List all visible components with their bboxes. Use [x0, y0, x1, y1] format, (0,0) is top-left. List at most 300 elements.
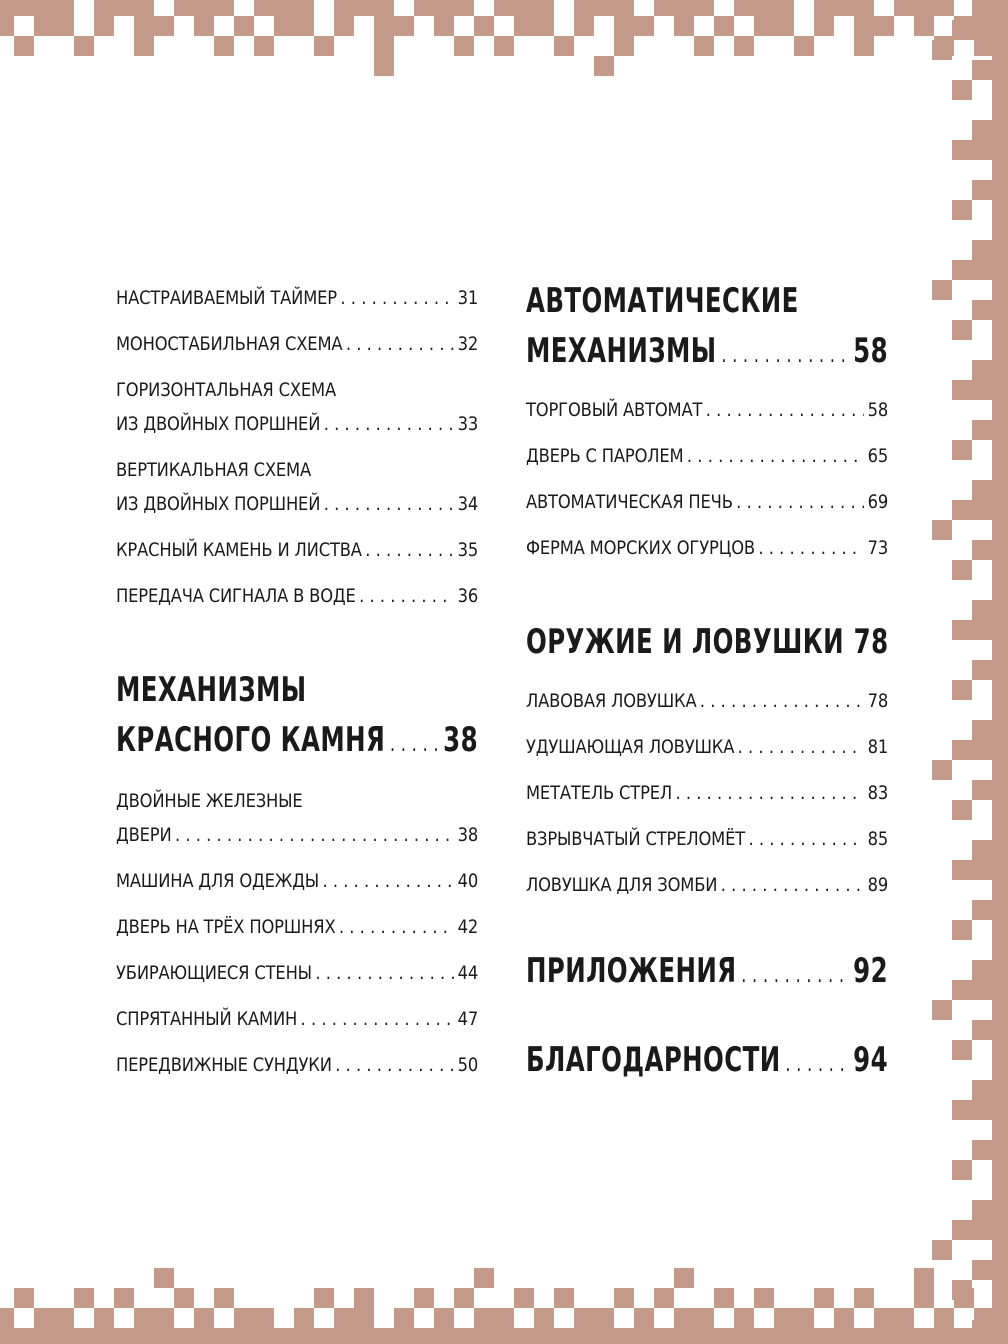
toc-entry-row — [116, 281, 478, 315]
border-pixel — [474, 1308, 494, 1328]
toc-entry-row — [116, 864, 478, 898]
toc-entry-title: УБИРАЮЩИЕСЯ СТЕНЫ — [116, 962, 312, 984]
toc-entry[interactable] — [526, 730, 888, 764]
toc-entry-title: ДВЕРИ — [116, 824, 172, 846]
border-pixel — [34, 1308, 54, 1328]
border-pixel — [992, 20, 1008, 40]
toc-automatic-entries — [526, 393, 888, 565]
section-heading-redstone-mechanisms[interactable] — [116, 665, 478, 770]
border-pixel — [694, 0, 714, 16]
toc-entry-title: ИЗ ДВОЙНЫХ ПОРШНЕЙ — [116, 413, 321, 435]
border-pixel — [834, 1308, 854, 1328]
border-pixel — [874, 1308, 894, 1328]
border-pixel — [54, 1328, 74, 1344]
border-pixel — [972, 380, 992, 400]
toc-entry[interactable] — [116, 956, 478, 990]
page-number: 38 — [443, 720, 478, 760]
border-pixel — [514, 16, 534, 36]
toc-entry-row — [116, 579, 478, 613]
border-pixel — [314, 1288, 334, 1308]
border-pixel — [874, 16, 894, 36]
border-pixel — [992, 1240, 1008, 1260]
page-number: 92 — [853, 951, 888, 991]
border-pixel — [774, 0, 794, 16]
toc-entry[interactable] — [526, 485, 888, 519]
toc-entry[interactable] — [526, 531, 888, 565]
page-number: 35 — [457, 539, 479, 561]
border-pixel — [74, 1288, 94, 1308]
page-number: 33 — [457, 413, 479, 435]
border-pixel — [34, 16, 54, 36]
toc-entry[interactable] — [116, 533, 478, 567]
border-pixel — [154, 16, 174, 36]
toc-entry[interactable] — [526, 393, 888, 427]
border-pixel — [374, 1328, 394, 1344]
border-pixel — [354, 0, 374, 16]
toc-entry-row — [526, 946, 888, 1001]
border-pixel — [972, 1140, 992, 1160]
border-pixel — [294, 16, 314, 36]
border-pixel — [992, 240, 1008, 260]
border-pixel — [454, 0, 474, 16]
toc-entry-row — [116, 327, 478, 361]
border-pixel — [992, 500, 1008, 520]
toc-entry-title: МОНОСТАБИЛЬНАЯ СХЕМА — [116, 333, 343, 355]
border-pixel — [194, 1308, 214, 1328]
border-pixel — [992, 1020, 1008, 1040]
border-pixel — [54, 16, 74, 36]
border-pixel — [972, 140, 992, 160]
border-pixel — [972, 740, 992, 760]
page-number: 40 — [457, 870, 479, 892]
border-pixel — [654, 0, 674, 16]
border-pixel — [414, 0, 434, 16]
dot-leader — [748, 822, 864, 856]
border-pixel — [972, 620, 992, 640]
border-pixel — [294, 1328, 314, 1344]
border-pixel — [992, 320, 1008, 340]
border-pixel — [254, 36, 274, 56]
toc-entry-title: МЕТАТЕЛЬ СТРЕЛ — [526, 782, 673, 804]
page-number: 78 — [867, 690, 889, 712]
border-pixel — [654, 1328, 674, 1344]
border-pixel — [972, 240, 992, 260]
border-pixel — [194, 0, 214, 16]
toc-entry[interactable] — [116, 373, 478, 441]
toc-entry[interactable] — [526, 822, 888, 856]
page-number: 36 — [457, 585, 479, 607]
border-pixel — [134, 16, 154, 36]
page-number: 94 — [853, 1040, 888, 1080]
toc-left-column — [116, 281, 478, 1094]
border-pixel — [992, 460, 1008, 480]
border-pixel — [114, 1328, 134, 1344]
toc-entry-row — [526, 439, 888, 473]
toc-section-block[interactable] — [526, 1035, 888, 1090]
border-pixel — [734, 1308, 754, 1328]
page-number: 85 — [867, 828, 889, 850]
border-pixel — [354, 1328, 374, 1344]
border-pixel — [814, 16, 834, 36]
border-pixel — [694, 1328, 714, 1344]
toc-entry-title: БЛАГОДАРНОСТИ — [526, 1040, 781, 1080]
border-pixel — [134, 0, 154, 16]
border-pixel — [754, 1288, 774, 1308]
border-pixel — [972, 720, 992, 740]
border-pixel — [14, 1288, 34, 1308]
border-pixel — [434, 0, 454, 16]
toc-entry-title-line: АВТОМАТИЧЕСКИЕ — [526, 281, 799, 321]
border-pixel — [992, 940, 1008, 960]
section-heading-automatic-mechanisms[interactable] — [526, 276, 888, 381]
border-pixel — [294, 1308, 314, 1328]
toc-entry[interactable] — [526, 868, 888, 902]
border-pixel — [194, 1328, 214, 1344]
border-pixel — [754, 1328, 774, 1344]
border-pixel — [972, 900, 992, 920]
border-pixel — [574, 1308, 594, 1328]
toc-entry[interactable] — [526, 684, 888, 718]
border-pixel — [274, 0, 294, 16]
border-pixel — [234, 1328, 254, 1344]
dot-leader — [736, 485, 864, 519]
border-pixel — [894, 1308, 914, 1328]
border-pixel — [114, 1288, 134, 1308]
toc-section-block[interactable] — [116, 665, 478, 770]
page-number: 78 — [853, 622, 889, 662]
border-pixel — [992, 0, 1008, 20]
toc-entry-row — [116, 910, 478, 944]
border-pixel — [992, 140, 1008, 160]
toc-entry-title: МЕХАНИЗМЫ — [526, 331, 717, 371]
border-pixel — [972, 1260, 992, 1280]
border-pixel — [952, 1100, 972, 1120]
toc-section-block[interactable] — [526, 617, 888, 672]
section-heading-appendices[interactable] — [526, 946, 888, 1001]
border-pixel — [494, 1308, 514, 1328]
border-pixel — [992, 660, 1008, 680]
border-pixel — [992, 1000, 1008, 1020]
toc-entry-title: КРАСНОГО КАМНЯ — [116, 720, 386, 760]
toc-entry-row — [116, 487, 478, 521]
toc-entry-row — [116, 407, 478, 441]
border-pixel — [354, 1308, 374, 1328]
page-number: 44 — [457, 962, 479, 984]
dot-leader — [324, 407, 454, 441]
border-pixel — [992, 480, 1008, 500]
toc-entry-title: ИЗ ДВОЙНЫХ ПОРШНЕЙ — [116, 493, 321, 515]
border-pixel — [734, 1328, 754, 1344]
toc-entry[interactable] — [116, 327, 478, 361]
toc-entry[interactable] — [116, 910, 478, 944]
border-pixel — [972, 780, 992, 800]
border-pixel — [992, 40, 1008, 60]
toc-section-block[interactable] — [526, 276, 888, 381]
toc-entry[interactable] — [116, 1048, 478, 1082]
border-pixel — [992, 1120, 1008, 1140]
border-pixel — [952, 1160, 972, 1180]
border-pixel — [134, 1328, 154, 1344]
page-number: 58 — [853, 331, 888, 371]
border-pixel — [992, 640, 1008, 660]
border-pixel — [494, 0, 514, 16]
border-pixel — [674, 1308, 694, 1328]
border-pixel — [972, 0, 992, 20]
border-pixel — [992, 540, 1008, 560]
border-pixel — [234, 1308, 254, 1328]
border-pixel — [154, 1328, 174, 1344]
border-pixel — [992, 560, 1008, 580]
border-pixel — [394, 1328, 414, 1344]
border-pixel — [992, 1160, 1008, 1180]
border-pixel — [972, 540, 992, 560]
dot-leader — [339, 910, 454, 944]
toc-entry-row — [526, 326, 888, 381]
page-number: 65 — [867, 445, 889, 467]
border-pixel — [952, 1220, 972, 1240]
border-pixel — [334, 16, 354, 36]
toc-entry[interactable] — [116, 784, 478, 852]
border-pixel — [854, 16, 874, 36]
border-pixel — [934, 1328, 954, 1344]
border-pixel — [854, 0, 874, 16]
border-pixel — [972, 960, 992, 980]
border-pixel — [214, 36, 234, 56]
toc-entry-title: ОРУЖИЕ И ЛОВУШКИ — [526, 622, 845, 662]
toc-entry[interactable] — [526, 776, 888, 810]
border-pixel — [334, 1308, 354, 1328]
border-pixel — [54, 0, 74, 16]
border-pixel — [834, 1328, 854, 1344]
border-pixel — [992, 440, 1008, 460]
dot-leader — [346, 327, 454, 361]
toc-entry-row — [116, 818, 478, 852]
border-pixel — [992, 1060, 1008, 1080]
border-pixel — [932, 760, 952, 780]
toc-entry-row — [526, 776, 888, 810]
toc-entry[interactable] — [116, 864, 478, 898]
border-pixel — [914, 0, 934, 16]
border-pixel — [972, 480, 992, 500]
toc-entry-title: ЛАВОВАЯ ЛОВУШКА — [526, 690, 697, 712]
border-pixel — [714, 1328, 734, 1344]
border-pixel — [894, 1328, 914, 1344]
border-pixel — [814, 1328, 834, 1344]
border-pixel — [972, 660, 992, 680]
border-pixel — [992, 120, 1008, 140]
toc-entry-title: ТОРГОВЫЙ АВТОМАТ — [526, 399, 703, 421]
border-pixel — [74, 1328, 94, 1344]
toc-entry-title-line: ДВОЙНЫЕ ЖЕЛЕЗНЫЕ — [116, 790, 303, 812]
section-heading-weapons-traps[interactable] — [526, 617, 888, 672]
dot-leader — [359, 579, 454, 613]
border-pixel — [314, 36, 334, 56]
border-pixel — [814, 1288, 834, 1308]
toc-entry-title: КРАСНЫЙ КАМЕНЬ И ЛИСТВА — [116, 539, 362, 561]
border-pixel — [972, 840, 992, 860]
toc-entry-row — [116, 1002, 478, 1036]
toc-entry-row — [116, 1048, 478, 1082]
toc-entry-row — [526, 730, 888, 764]
border-pixel — [992, 860, 1008, 880]
toc-entry-row — [526, 531, 888, 565]
toc-section-block[interactable] — [526, 946, 888, 1001]
page-number: 81 — [867, 736, 889, 758]
toc-entry[interactable] — [116, 453, 478, 521]
border-pixel — [952, 560, 972, 580]
section-heading-acknowledgements[interactable] — [526, 1035, 888, 1090]
border-pixel — [972, 1100, 992, 1120]
border-pixel — [434, 16, 454, 36]
border-pixel — [992, 960, 1008, 980]
border-pixel — [554, 1328, 574, 1344]
border-pixel — [674, 16, 694, 36]
toc-entry-row — [526, 684, 888, 718]
border-pixel — [434, 1308, 454, 1328]
border-pixel — [374, 16, 394, 36]
border-pixel — [0, 16, 14, 36]
border-pixel — [972, 420, 992, 440]
toc-entry-row — [526, 1035, 888, 1090]
border-pixel — [992, 920, 1008, 940]
border-pixel — [854, 1288, 874, 1308]
border-pixel — [334, 1328, 354, 1344]
toc-entry-title: УДУШАЮЩАЯ ЛОВУШКА — [526, 736, 735, 758]
toc-entry-title-line: ГОРИЗОНТАЛЬНАЯ СХЕМА — [116, 379, 336, 401]
toc-entry-title: ВЗРЫВЧАТЫЙ СТРЕЛОМЁТ — [526, 828, 746, 850]
border-pixel — [594, 1308, 614, 1328]
border-pixel — [514, 0, 534, 16]
page-number: 73 — [867, 537, 889, 559]
toc-entry-row — [526, 617, 888, 672]
border-pixel — [992, 340, 1008, 360]
border-pixel — [534, 16, 554, 36]
border-pixel — [714, 16, 734, 36]
border-pixel — [992, 820, 1008, 840]
dot-leader — [335, 1048, 454, 1082]
page-number: 58 — [867, 399, 889, 421]
page-number: 31 — [457, 287, 479, 309]
border-pixel — [354, 1288, 374, 1308]
border-pixel — [854, 1328, 874, 1344]
dot-leader — [700, 684, 864, 718]
page-number: 89 — [867, 874, 889, 896]
border-pixel — [474, 1328, 494, 1344]
border-pixel — [972, 500, 992, 520]
border-pixel — [992, 780, 1008, 800]
border-pixel — [992, 400, 1008, 420]
border-pixel — [972, 980, 992, 1000]
border-pixel — [534, 1308, 554, 1328]
toc-weapons-entries — [526, 684, 888, 902]
border-pixel — [992, 1280, 1008, 1300]
dot-leader — [301, 1002, 455, 1036]
border-pixel — [534, 1328, 554, 1344]
border-pixel — [992, 160, 1008, 180]
border-pixel — [794, 1308, 814, 1328]
border-pixel — [952, 200, 972, 220]
dot-leader — [738, 730, 865, 764]
toc-entry-row — [116, 956, 478, 990]
toc-left-entries — [116, 281, 478, 613]
border-pixel — [952, 320, 972, 340]
border-pixel — [134, 1308, 154, 1328]
border-pixel — [614, 0, 634, 16]
border-pixel — [972, 1220, 992, 1240]
border-pixel — [614, 1288, 634, 1308]
border-pixel — [932, 1240, 952, 1260]
border-pixel — [454, 36, 474, 56]
toc-entry[interactable] — [116, 1002, 478, 1036]
border-pixel — [952, 860, 972, 880]
dot-leader — [687, 439, 864, 473]
border-pixel — [474, 1268, 494, 1288]
border-pixel — [972, 60, 992, 80]
border-pixel — [694, 36, 714, 56]
border-pixel — [154, 1308, 174, 1328]
border-pixel — [494, 36, 514, 56]
border-pixel — [614, 36, 634, 56]
border-pixel — [952, 920, 972, 940]
toc-entry-row — [116, 533, 478, 567]
border-pixel — [874, 1328, 894, 1344]
border-pixel — [992, 1340, 1008, 1344]
border-pixel — [952, 140, 972, 160]
border-pixel — [614, 16, 634, 36]
border-pixel — [972, 600, 992, 620]
border-pixel — [274, 1328, 294, 1344]
border-pixel — [0, 1328, 14, 1344]
border-pixel — [114, 0, 134, 16]
border-pixel — [992, 840, 1008, 860]
border-pixel — [952, 800, 972, 820]
border-pixel — [394, 1308, 414, 1328]
toc-entry-title: НАСТРАИВАЕМЫЙ ТАЙМЕР — [116, 287, 337, 309]
border-pixel — [932, 520, 952, 540]
border-pixel — [674, 1328, 694, 1344]
page-number: 47 — [457, 1008, 479, 1030]
border-pixel — [574, 1328, 594, 1344]
border-pixel — [972, 1200, 992, 1220]
border-pixel — [972, 360, 992, 380]
border-pixel — [374, 36, 394, 56]
border-pixel — [932, 280, 952, 300]
border-pixel — [214, 1288, 234, 1308]
border-pixel — [54, 1308, 74, 1328]
border-pixel — [952, 440, 972, 460]
border-pixel — [992, 280, 1008, 300]
border-pixel — [992, 980, 1008, 1000]
border-pixel — [894, 0, 914, 16]
border-pixel — [0, 1308, 14, 1328]
border-pixel — [952, 1340, 972, 1344]
toc-entry[interactable] — [116, 281, 478, 315]
dot-leader — [315, 956, 454, 990]
toc-entry[interactable] — [526, 439, 888, 473]
border-pixel — [992, 720, 1008, 740]
border-pixel — [634, 16, 654, 36]
border-pixel — [94, 0, 114, 16]
toc-entry[interactable] — [116, 579, 478, 613]
border-pixel — [972, 1340, 992, 1344]
border-pixel — [992, 1220, 1008, 1240]
border-pixel — [254, 1328, 274, 1344]
border-pixel — [554, 1288, 574, 1308]
page-number: 38 — [457, 824, 479, 846]
border-pixel — [972, 20, 992, 40]
border-pixel — [992, 620, 1008, 640]
toc-entry-title: АВТОМАТИЧЕСКАЯ ПЕЧЬ — [526, 491, 733, 513]
